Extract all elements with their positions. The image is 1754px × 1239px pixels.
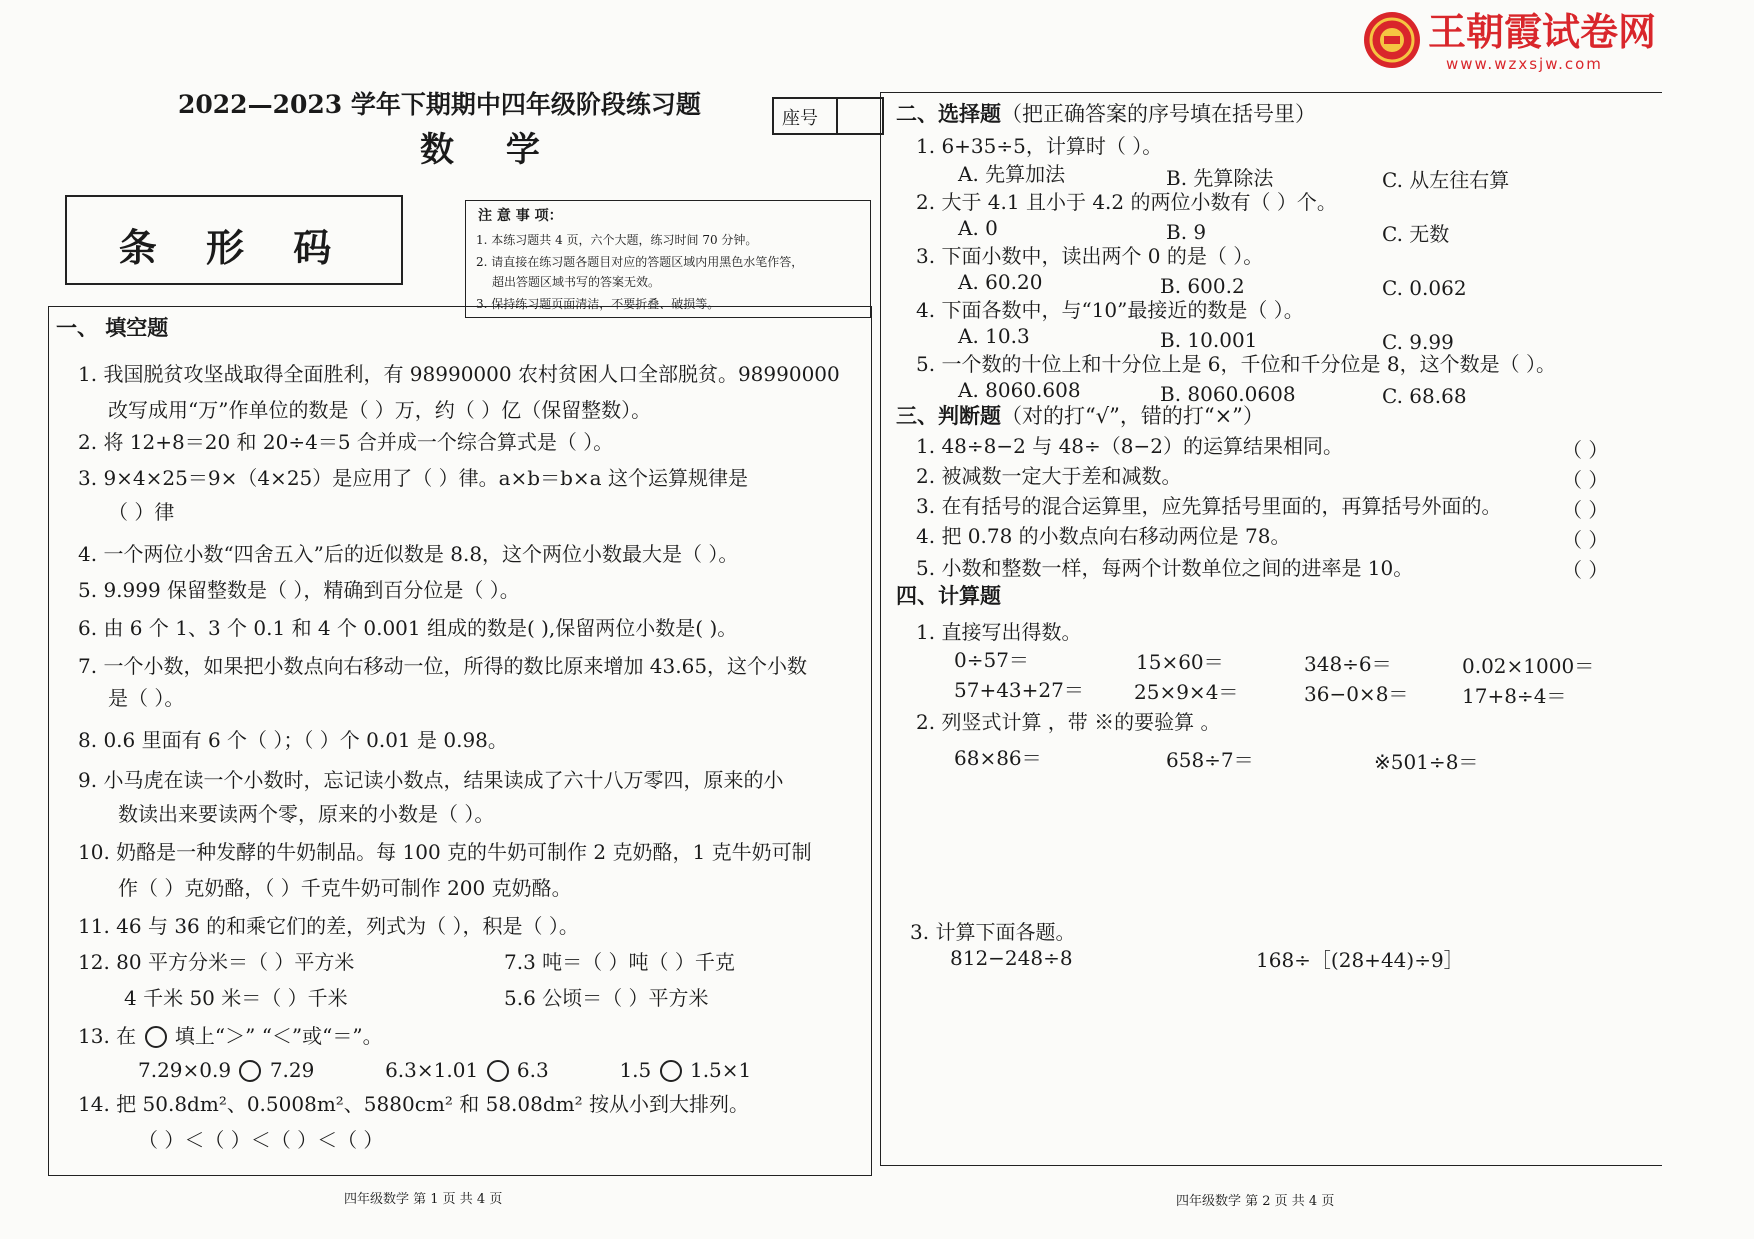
choice-q2: 2. 大于 4.1 且小于 4.2 的两位小数有（ ）个。	[916, 190, 1337, 214]
calc-q1: 1. 直接写出得数。	[916, 620, 1082, 644]
fill-q14: 14. 把 50.8dm²、0.5008m²、5880cm² 和 58.08dm² 按从小到大排列。	[78, 1092, 749, 1116]
fill-q8: 8. 0.6 里面有 6 个（ ）；（ ）个 0.01 是 0.98。	[78, 728, 508, 752]
choice-q2-option: A. 0	[958, 216, 998, 240]
judge-item: 5. 小数和整数一样，每两个计数单位之间的进率是 10。	[916, 556, 1414, 580]
calc-item: 0÷57＝	[954, 648, 1029, 672]
notice-box	[465, 200, 871, 318]
choice-q5-option: C. 68.68	[1382, 384, 1467, 408]
circle-blank-icon	[239, 1060, 261, 1082]
choice-q3: 3. 下面小数中，读出两个 0 的是（ ）。	[916, 244, 1264, 268]
fill-q3: 3. 9×4×25＝9×（4×25）是应用了（ ）律。a×b＝b×a 这个运算规律是	[78, 466, 748, 490]
judge-item: 3. 在有括号的混合运算里，应先算括号里面的，再算括号外面的。	[916, 494, 1502, 518]
judge-item: 2. 被减数一定大于差和减数。	[916, 464, 1182, 488]
barcode-box	[65, 195, 403, 285]
choice-q3-option: A. 60.20	[958, 270, 1043, 294]
notice-item: 1. 本练习题共 4 页，六个大题，练习时间 70 分钟。	[476, 233, 758, 247]
calc-item: ※501÷8＝	[1374, 750, 1479, 774]
fill-q11: 11. 46 与 36 的和乘它们的差，列式为（ ），积是（ ）。	[78, 914, 579, 938]
calc-item: 348÷6＝	[1304, 652, 1392, 676]
fill-q13-tail: 填上“＞” “＜”或“＝”。	[174, 1024, 383, 1048]
fill-q7-cont: 是（ ）。	[108, 686, 185, 710]
barcode-label: 条 形 码	[118, 225, 350, 270]
seat-number-box	[772, 97, 884, 135]
calc-item: 17+8÷4＝	[1462, 684, 1567, 708]
judge-heading	[896, 404, 1264, 428]
judge-answer-blank[interactable]: （ ）	[1562, 528, 1609, 552]
fill-q13	[78, 1024, 383, 1048]
brand-logo	[1362, 10, 1692, 72]
circle-blank-icon	[660, 1060, 682, 1082]
choice-title: 二、选择题	[896, 101, 1001, 126]
compare-right: 1.5×1	[689, 1058, 752, 1082]
judge-answer-blank[interactable]: （ ）	[1562, 558, 1609, 582]
fill-q5: 5. 9.999 保留整数是（ ），精确到百分位是（ ）。	[78, 578, 520, 602]
fill-heading: 一、 填空题	[56, 315, 169, 340]
fill-q12-b1: 4 千米 50 米＝（ ）千米	[124, 986, 348, 1010]
choice-hint: （把正确答案的序号填在括号里）	[1001, 102, 1316, 126]
calc-q3: 3. 计算下面各题。	[910, 920, 1076, 944]
notice-item: 3. 保持练习题页面清洁，不要折叠、破损等。	[476, 297, 720, 311]
choice-q3-option: B. 600.2	[1160, 274, 1245, 298]
fill-q12-a2: 7.3 吨＝（ ）吨（ ）千克	[504, 950, 735, 974]
calc-item: 0.02×1000＝	[1462, 654, 1595, 678]
exam-title: 2022—2023 学年下期期中四年级阶段练习题	[178, 90, 701, 119]
fill-q13-lead: 13. 在	[78, 1024, 137, 1048]
choice-q1: 1. 6+35÷5，计算时（ ）。	[916, 134, 1163, 158]
page-footer-left: 四年级数学 第 1 页 共 4 页	[344, 1192, 503, 1207]
calc-item: 25×9×4＝	[1134, 680, 1239, 704]
judge-hint: （对的打“√”，错的打“×”）	[1001, 404, 1264, 428]
fill-q14-cont: （ ）＜（ ）＜（ ）＜（ ）	[138, 1128, 384, 1152]
brand-url: www.wzxsjw.com	[1446, 55, 1603, 73]
choice-q1-option: B. 先算除法	[1166, 166, 1274, 190]
page-footer-right: 四年级数学 第 2 页 共 4 页	[1176, 1194, 1335, 1209]
fill-q7: 7. 一个小数，如果把小数点向右移动一位，所得的数比原来增加 43.65，这个小数	[78, 654, 808, 678]
notice-item: 超出答题区域书写的答案无效。	[492, 275, 661, 289]
fill-q13-row	[138, 1058, 751, 1082]
fill-q4: 4. 一个两位小数“四舍五入”后的近似数是 8.8，这个两位小数最大是（ ）。	[78, 542, 739, 566]
judge-answer-blank[interactable]: （ ）	[1562, 438, 1609, 462]
red-seal-logo-icon	[1362, 10, 1422, 70]
compare-right: 6.3	[516, 1058, 549, 1082]
notice-item: 2. 请直接在练习题各题目对应的答题区域内用黑色水笔作答，	[476, 255, 804, 269]
calc-item: 57+43+27＝	[954, 678, 1084, 702]
circle-blank-icon	[487, 1060, 509, 1082]
choice-q2-option: C. 无数	[1382, 222, 1450, 246]
compare-left: 7.29×0.9	[138, 1058, 232, 1082]
choice-q5-option: A. 8060.608	[958, 378, 1081, 402]
fill-q6: 6. 由 6 个 1、3 个 0.1 和 4 个 0.001 组成的数是( ),保留两位小数是( )。	[78, 616, 738, 640]
fill-q9-cont: 数读出来要读两个零，原来的小数是（ ）。	[118, 802, 495, 826]
choice-q4-option: C. 9.99	[1382, 330, 1454, 354]
fill-q12-a1: 12. 80 平方分米＝（ ）平方米	[78, 950, 355, 974]
choice-q5: 5. 一个数的十位上和十分位上是 6，千位和千分位是 8，这个数是（ ）。	[916, 352, 1556, 376]
choice-q1-option: C. 从左往右算	[1382, 168, 1510, 192]
calc-item: 36−0×8＝	[1304, 682, 1409, 706]
notice-heading: 注 意 事 项：	[478, 208, 563, 224]
judge-answer-blank[interactable]: （ ）	[1562, 498, 1609, 522]
seat-label: 座号	[782, 108, 818, 129]
brand-name: 王朝霞试卷网	[1428, 10, 1657, 54]
judge-item: 4. 把 0.78 的小数点向右移动两位是 78。	[916, 524, 1291, 548]
calc-item: 15×60＝	[1136, 650, 1224, 674]
fill-q1-cont: 改写成用“万”作单位的数是（ ）万，约（ ）亿（保留整数）。	[108, 398, 652, 422]
calc-item: 812−248÷8	[950, 946, 1073, 970]
compare-right: 7.29	[269, 1058, 315, 1082]
judge-item: 1. 48÷8−2 与 48÷（8−2）的运算结果相同。	[916, 434, 1343, 458]
calc-q2: 2. 列竖式计算 ，带 ※的要验算 。	[916, 710, 1221, 734]
calc-heading: 四、计算题	[896, 583, 1001, 608]
compare-left: 6.3×1.01	[385, 1058, 479, 1082]
choice-q3-option: C. 0.062	[1382, 276, 1467, 300]
calc-item: 658÷7＝	[1166, 748, 1254, 772]
circle-blank-icon	[145, 1026, 167, 1048]
choice-heading	[896, 102, 1316, 126]
fill-q10-cont: 作（ ）克奶酪，（ ）千克牛奶可制作 200 克奶酪。	[118, 876, 572, 900]
fill-q9: 9. 小马虎在读一个小数时，忘记读小数点，结果读成了六十八万零四，原来的小	[78, 768, 784, 792]
fill-q10: 10. 奶酪是一种发酵的牛奶制品。每 100 克的牛奶可制作 2 克奶酪，1 克牛奶可制	[78, 840, 812, 864]
choice-q4-option: B. 10.001	[1160, 328, 1258, 352]
seat-divider	[836, 99, 838, 133]
judge-title: 三、判断题	[896, 403, 1001, 428]
judge-answer-blank[interactable]: （ ）	[1562, 468, 1609, 492]
compare-left: 1.5	[619, 1058, 652, 1082]
fill-q3-cont: （ ）律	[108, 500, 175, 524]
choice-q5-option: B. 8060.0608	[1160, 382, 1296, 406]
fill-q12-b2: 5.6 公顷＝（ ）平方米	[504, 986, 709, 1010]
fill-q1: 1. 我国脱贫攻坚战取得全面胜利，有 98990000 农村贫困人口全部脱贫。98990000	[78, 362, 840, 386]
choice-q2-option: B. 9	[1166, 220, 1207, 244]
choice-q4: 4. 下面各数中，与“10”最接近的数是（ ）。	[916, 298, 1304, 322]
choice-q4-option: A. 10.3	[958, 324, 1030, 348]
choice-q1-option: A. 先算加法	[958, 162, 1066, 186]
calc-item: 68×86＝	[954, 746, 1042, 770]
exam-subject: 数 学	[420, 130, 560, 170]
fill-q2: 2. 将 12+8＝20 和 20÷4＝5 合并成一个综合算式是（ ）。	[78, 430, 614, 454]
calc-item: 168÷［(28+44)÷9］	[1256, 948, 1464, 972]
